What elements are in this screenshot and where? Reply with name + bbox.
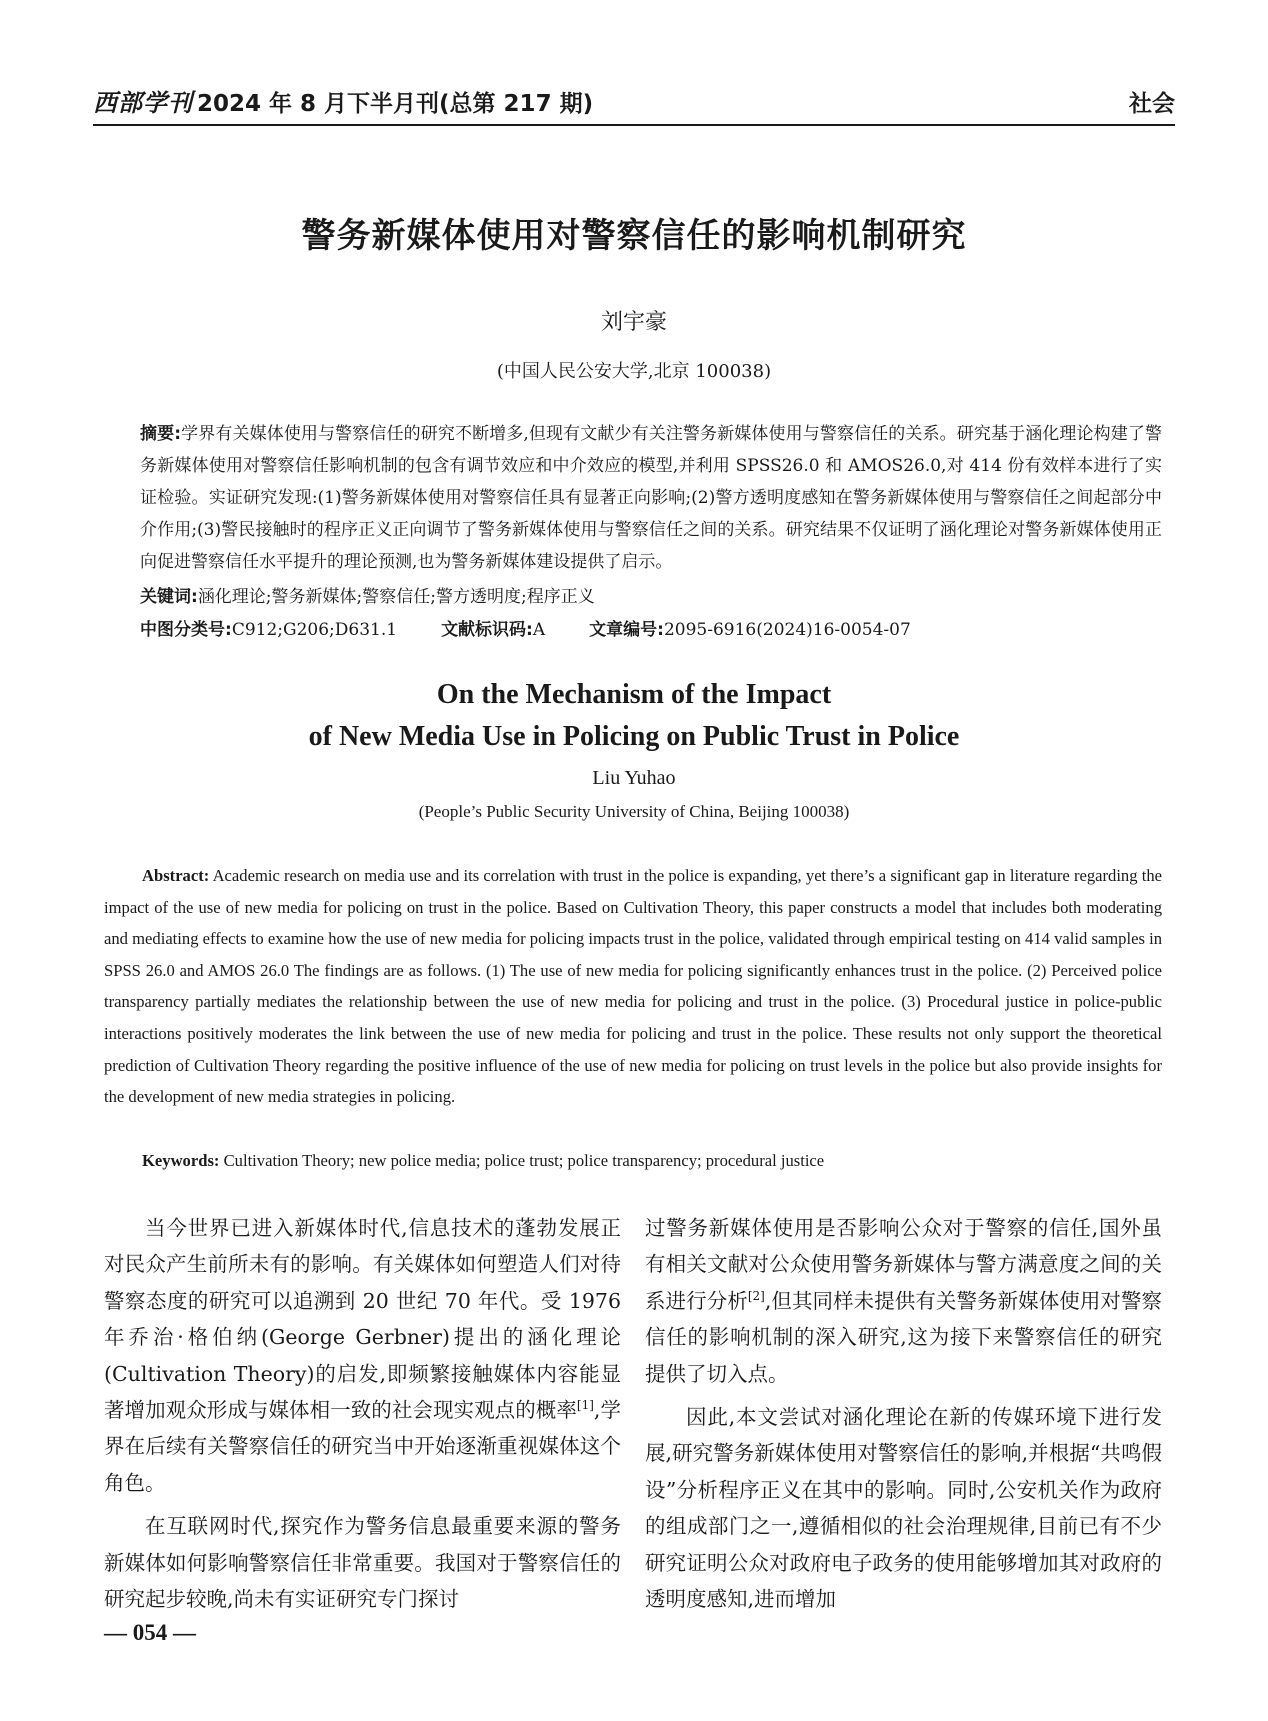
body-paragraph: 在互联网时代,探究作为警务信息最重要来源的警务新媒体如何影响警察信任非常重要。我国对于警察信任的研究起步较晚,尚未有实证研究专门探讨 xyxy=(104,1514,621,1612)
journal-logo: 西部学刊 xyxy=(93,88,193,117)
clc-code xyxy=(140,615,397,640)
affiliation-zh: (中国人民公安大学,北京 100038) xyxy=(496,361,772,382)
author-zh: 刘宇豪 xyxy=(600,310,667,335)
body-paragraph xyxy=(104,1210,621,1501)
keywords-en xyxy=(142,1151,1162,1171)
citation: [1] xyxy=(576,1398,594,1413)
clc-label: 中图分类号: xyxy=(140,620,232,640)
article-label: 文章编号: xyxy=(589,620,664,640)
citation: [2] xyxy=(747,1288,765,1303)
keywords-zh xyxy=(140,582,1162,607)
body-text: ,但其同样未提供有关警务新媒体使用对警察信任的影响机制的深入研究,这为接下来警察信任的研究提供了切入点。 xyxy=(645,1288,1163,1386)
body-text: ,学界在后续有关警察信任的研究当中开始逐渐重视媒体这个角色。 xyxy=(104,1398,621,1495)
body-paragraph: 因此,本文尝试对涵化理论在新的传媒环境下进行发展,研究警务新媒体使用对警察信任的影响,并根据“共鸣假设”分析程序正义在其中的影响。同时,公安机关作为政府的组成部门之一,遵循相似的社会治理规律,目前已有不少研究证明公众对政府电子政务的使用能够增加其对政府的透明度感知,进而增加 xyxy=(645,1405,1162,1612)
author-en: Liu Yuhao xyxy=(592,767,676,789)
keywords-en-text: Cultivation Theory; new police media; police trust; police transparency; procedural justice xyxy=(223,1151,825,1170)
doc-value: A xyxy=(532,620,546,640)
keywords-zh-text: 涵化理论;警务新媒体;警察信任;警方透明度;程序正义 xyxy=(197,587,595,607)
abstract-en xyxy=(104,860,1162,1113)
article-number xyxy=(589,615,911,640)
right-column xyxy=(645,1210,1162,1624)
body-paragraph xyxy=(645,1210,1162,1392)
body-text: 当今世界已进入新媒体时代,信息技术的蓬勃发展正对民众产生前所未有的影响。有关媒体如何塑造人们对待警察态度的研究可以追溯到 20 世纪 70 年代。受 1976 年乔治·格伯纳(George Gerbner)提出的涵化理论(Cultivation Theory)的启发,即频繁接触媒体内容能显著增加观众形成与媒体相一致的社会现实观点的概率 xyxy=(104,1216,621,1423)
title-en-line1: On the Mechanism of the Impact xyxy=(436,679,832,710)
body-columns xyxy=(104,1210,1162,1624)
abstract-zh xyxy=(140,418,1162,578)
header-left xyxy=(93,83,593,118)
affiliation-en: (People’s Public Security University of China, Beijing 100038) xyxy=(418,802,850,821)
section-label: 社会 xyxy=(1129,91,1175,117)
abstract-zh-label: 摘要: xyxy=(140,424,182,444)
doc-label: 文献标识码: xyxy=(441,620,533,640)
classification-row xyxy=(140,615,1162,640)
abstract-en-text: Academic research on media use and its correlation with trust in the police is expanding, yet there’s a significant gap in literature regarding the impact of the use of new media for policing on trust in the police. Based on Cultivation Theory, this paper constructs a model that includes both moderating and mediating effects to examine how the use of new media for policing impacts trust in the police, validated through empirical testing on 414 valid samples in SPSS 26.0 and AMOS 26.0 The findings are as follows. (1) The use of new media for policing significantly enhances trust in the police. (2) Perceived police transparency partially mediates the relationship between the use of new media for policing and trust in the police. (3) Procedural justice in police-public interactions positively moderates the link between the use of new media for policing and trust in the police. These results not only support the theoretical prediction of Cultivation Theory regarding the positive influence of the use of new media for policing on trust levels in the police but also provide insights for the development of new media strategies in policing. xyxy=(104,866,1162,1107)
paper-title-zh: 警务新媒体使用对警察信任的影响机制研究 xyxy=(301,216,967,256)
keywords-en-label: Keywords: xyxy=(142,1151,220,1170)
keywords-zh-label: 关键词: xyxy=(140,587,198,607)
clc-value: C912;G206;D631.1 xyxy=(231,620,398,640)
doc-code xyxy=(441,615,545,640)
running-header xyxy=(93,78,1175,126)
abstract-zh-text: 学界有关媒体使用与警察信任的研究不断增多,但现有文献少有关注警务新媒体使用与警察信任的关系。研究基于涵化理论构建了警务新媒体使用对警察信任影响机制的包含有调节效应和中介效应的模型,并利用 SPSS26.0 和 AMOS26.0,对 414 份有效样本进行了实证检验。实证研究发现:(1)警务新媒体使用对警察信任具有显著正向影响;(2)警方透明度感知在警务新媒体使用与警察信任之间起部分中介作用;(3)警民接触时的程序正义正向调节了警务新媒体使用与警察信任之间的关系。研究结果不仅证明了涵化理论对警务新媒体使用正向促进警察信任水平提升的理论预测,也为警务新媒体建设提供了启示。 xyxy=(140,424,1162,572)
left-column xyxy=(104,1210,621,1624)
issue-info: 2024 年 8 月下半月刊(总第 217 期) xyxy=(197,91,594,117)
paper-title-en xyxy=(0,674,1268,758)
page-number: — 054 — xyxy=(104,1620,196,1645)
article-value: 2095-6916(2024)16-0054-07 xyxy=(663,620,911,640)
abstract-en-label: Abstract: xyxy=(142,866,210,885)
body-text: 过警务新媒体使用是否影响公众对于警察的信任,国外虽有相关文献对公众使用警务新媒体与警方满意度之间的关系进行分析 xyxy=(645,1216,1162,1313)
title-en-line2: of New Media Use in Policing on Public Trust in Police xyxy=(308,721,960,752)
